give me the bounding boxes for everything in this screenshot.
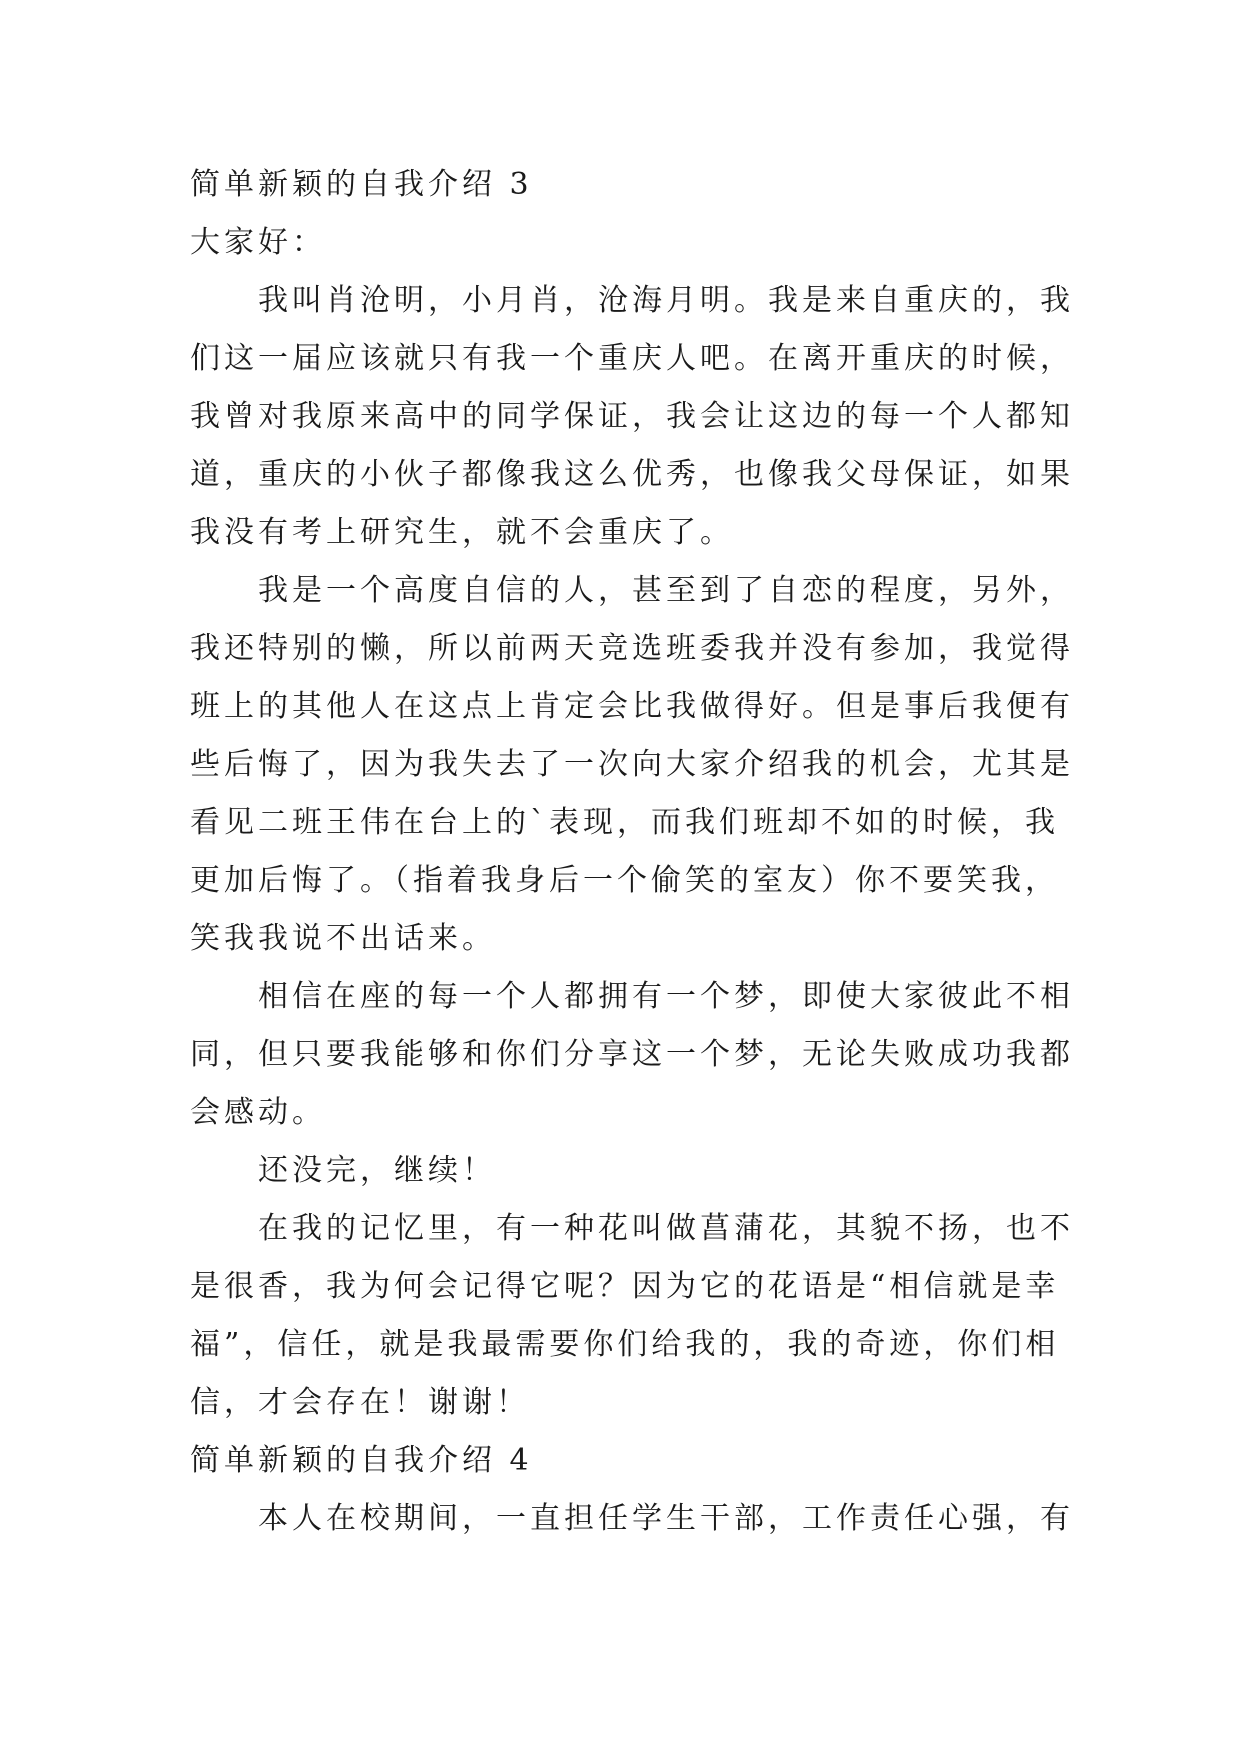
- paragraph-line: 笑我我说不出话来。: [190, 921, 496, 956]
- paragraph-line: 我没有考上研究生，就不会重庆了。: [190, 515, 734, 550]
- paragraph-line: 会感动。: [190, 1095, 326, 1130]
- paragraph-line: 我是一个高度自信的人，甚至到了自恋的程度，另外，: [258, 573, 1074, 608]
- paragraph-line: 同，但只要我能够和你们分享这一个梦，无论失败成功我都: [190, 1037, 1074, 1072]
- section-heading: 简单新颖的自我介绍 4: [190, 1443, 533, 1478]
- paragraph-line: 福”，信任，就是我最需要你们给我的，我的奇迹，你们相: [190, 1327, 1060, 1362]
- paragraph-line: 是很香，我为何会记得它呢？因为它的花语是“相信就是幸: [190, 1269, 1060, 1304]
- paragraph-line: 还没完，继续！: [258, 1153, 496, 1188]
- paragraph-line: 更加后悔了。（指着我身后一个偷笑的室友）你不要笑我，: [190, 863, 1059, 898]
- paragraph-line: 班上的其他人在这点上肯定会比我做得好。但是事后我便有: [190, 689, 1074, 724]
- paragraph-line: 我叫肖沧明，小月肖，沧海月明。我是来自重庆的，我: [258, 283, 1074, 318]
- paragraph-line: 在我的记忆里，有一种花叫做菖蒲花，其貌不扬，也不: [258, 1211, 1074, 1246]
- paragraph-line: 信，才会存在！谢谢！: [190, 1385, 530, 1420]
- paragraph-line: 们这一届应该就只有我一个重庆人吧。在离开重庆的时候，: [190, 341, 1074, 376]
- paragraph-line: 些后悔了，因为我失去了一次向大家介绍我的机会，尤其是: [190, 747, 1074, 782]
- paragraph-line: 看见二班王伟在台上的`表现，而我们班却不如的时候，我: [190, 805, 1059, 840]
- paragraph-line: 我曾对我原来高中的同学保证，我会让这边的每一个人都知: [190, 399, 1074, 434]
- paragraph-line: 我还特别的懒，所以前两天竞选班委我并没有参加，我觉得: [190, 631, 1074, 666]
- greeting-line: 大家好：: [190, 225, 326, 260]
- paragraph-line: 相信在座的每一个人都拥有一个梦，即使大家彼此不相: [258, 979, 1074, 1014]
- paragraph-line: 道，重庆的小伙子都像我这么优秀，也像我父母保证，如果: [190, 457, 1074, 492]
- paragraph-line: 本人在校期间，一直担任学生干部，工作责任心强，有: [258, 1501, 1074, 1536]
- section-heading: 简单新颖的自我介绍 3: [190, 167, 533, 202]
